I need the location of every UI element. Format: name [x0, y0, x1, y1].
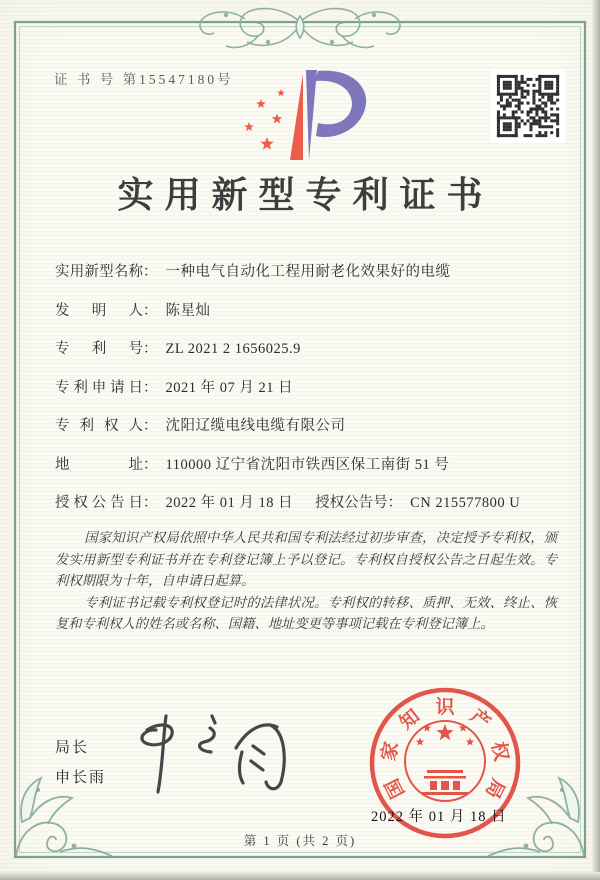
field-label: 专利权人: [55, 418, 143, 434]
field-label: 专利号: [55, 341, 143, 357]
field-value: 一种电气自动化工程用耐老化效果好的电缆: [165, 264, 451, 280]
field-row-grant: 授权公告日 ： 2022 年 01 月 18 日 授权公告号 ： CN 215577800 U: [55, 492, 575, 514]
field-label: 地址: [55, 456, 143, 473]
cnipa-logo-icon: [230, 56, 370, 168]
legal-paragraph-1: 国家知识产权局依照中华人民共和国专利法经过初步审查，决定授予专利权，颁发实用新型专利证书并在专利登记簿上予以登记。专利权自授权公告之日起生效。专利权期限为十年，自申请日起算。: [55, 530, 557, 588]
svg-text:权: 权: [487, 739, 512, 763]
legal-paragraph-2: 专利证书记载专利权登记时的法律状况。专利权的转移、质押、无效、终止、恢复和专利权人的姓名或名称、国籍、地址变更等事项记载在专利登记簿上。: [55, 594, 557, 631]
field-value: 110000 辽宁省沈阳市铁西区保工南街 51 号: [165, 456, 450, 473]
field-row-patentee: 专利权人 ： 沈阳辽缆电线电缆有限公司: [55, 415, 575, 437]
field-value: 2021 年 07 月 21 日: [165, 379, 294, 396]
director-name: 申长雨: [55, 770, 107, 786]
svg-text:家: 家: [378, 739, 403, 763]
field-value: 2022 年 01 月 18 日: [165, 495, 294, 511]
field-row-name: 实用新型名称 ： 一种电气自动化工程用耐老化效果好的电缆: [55, 261, 575, 283]
qr-code: [491, 69, 565, 143]
certificate-title: 实用新型专利证书: [117, 175, 494, 215]
svg-text:识: 识: [435, 697, 455, 718]
field-label: 实用新型名称: [55, 264, 143, 280]
certificate-number: 证 书 号 第15547180号: [54, 72, 234, 87]
certificate-fields: [55, 261, 575, 531]
page-number: 第 1 页 (共 2 页): [243, 834, 357, 848]
signoff-block: [55, 733, 106, 793]
scan-edge-bottom: [0, 872, 600, 880]
field-value: 沈阳辽缆电线电缆有限公司: [165, 418, 346, 434]
svg-text:产: 产: [465, 705, 494, 735]
field-label: 发明人: [55, 302, 143, 319]
frame-ornament-top: [200, 9, 400, 48]
scan-edge-right: [592, 0, 600, 880]
field-value: CN 215577800 U: [410, 495, 521, 511]
director-signature: [130, 700, 320, 800]
field-label: 授权公告日: [55, 495, 143, 511]
director-title: 局长: [55, 740, 90, 756]
seal-date: 2022 年 01 月 18 日: [371, 809, 507, 825]
field-row-address: 地址 ： 110000 辽宁省沈阳市铁西区保工南街 51 号: [55, 454, 575, 476]
svg-text:知: 知: [396, 705, 425, 735]
legal-text: [55, 527, 557, 635]
field-value: ZL 2021 2 1656025.9: [165, 341, 301, 357]
field-label: 授权公告号: [315, 495, 388, 511]
field-row-inventor: 发明人 ： 陈星灿: [55, 300, 575, 322]
field-row-filing-date: 专利申请日 ： 2021 年 07 月 21 日: [55, 377, 575, 399]
field-label: 专利申请日: [55, 379, 143, 396]
field-value: 陈星灿: [165, 302, 211, 319]
svg-text:国: 国: [381, 774, 410, 802]
national-emblem: [405, 721, 485, 801]
field-row-patent-no: 专利号 ： ZL 2021 2 1656025.9: [55, 338, 575, 360]
svg-text:局: 局: [480, 774, 509, 802]
field-grant-no: 授权公告号 ： CN 215577800 U: [315, 492, 520, 514]
